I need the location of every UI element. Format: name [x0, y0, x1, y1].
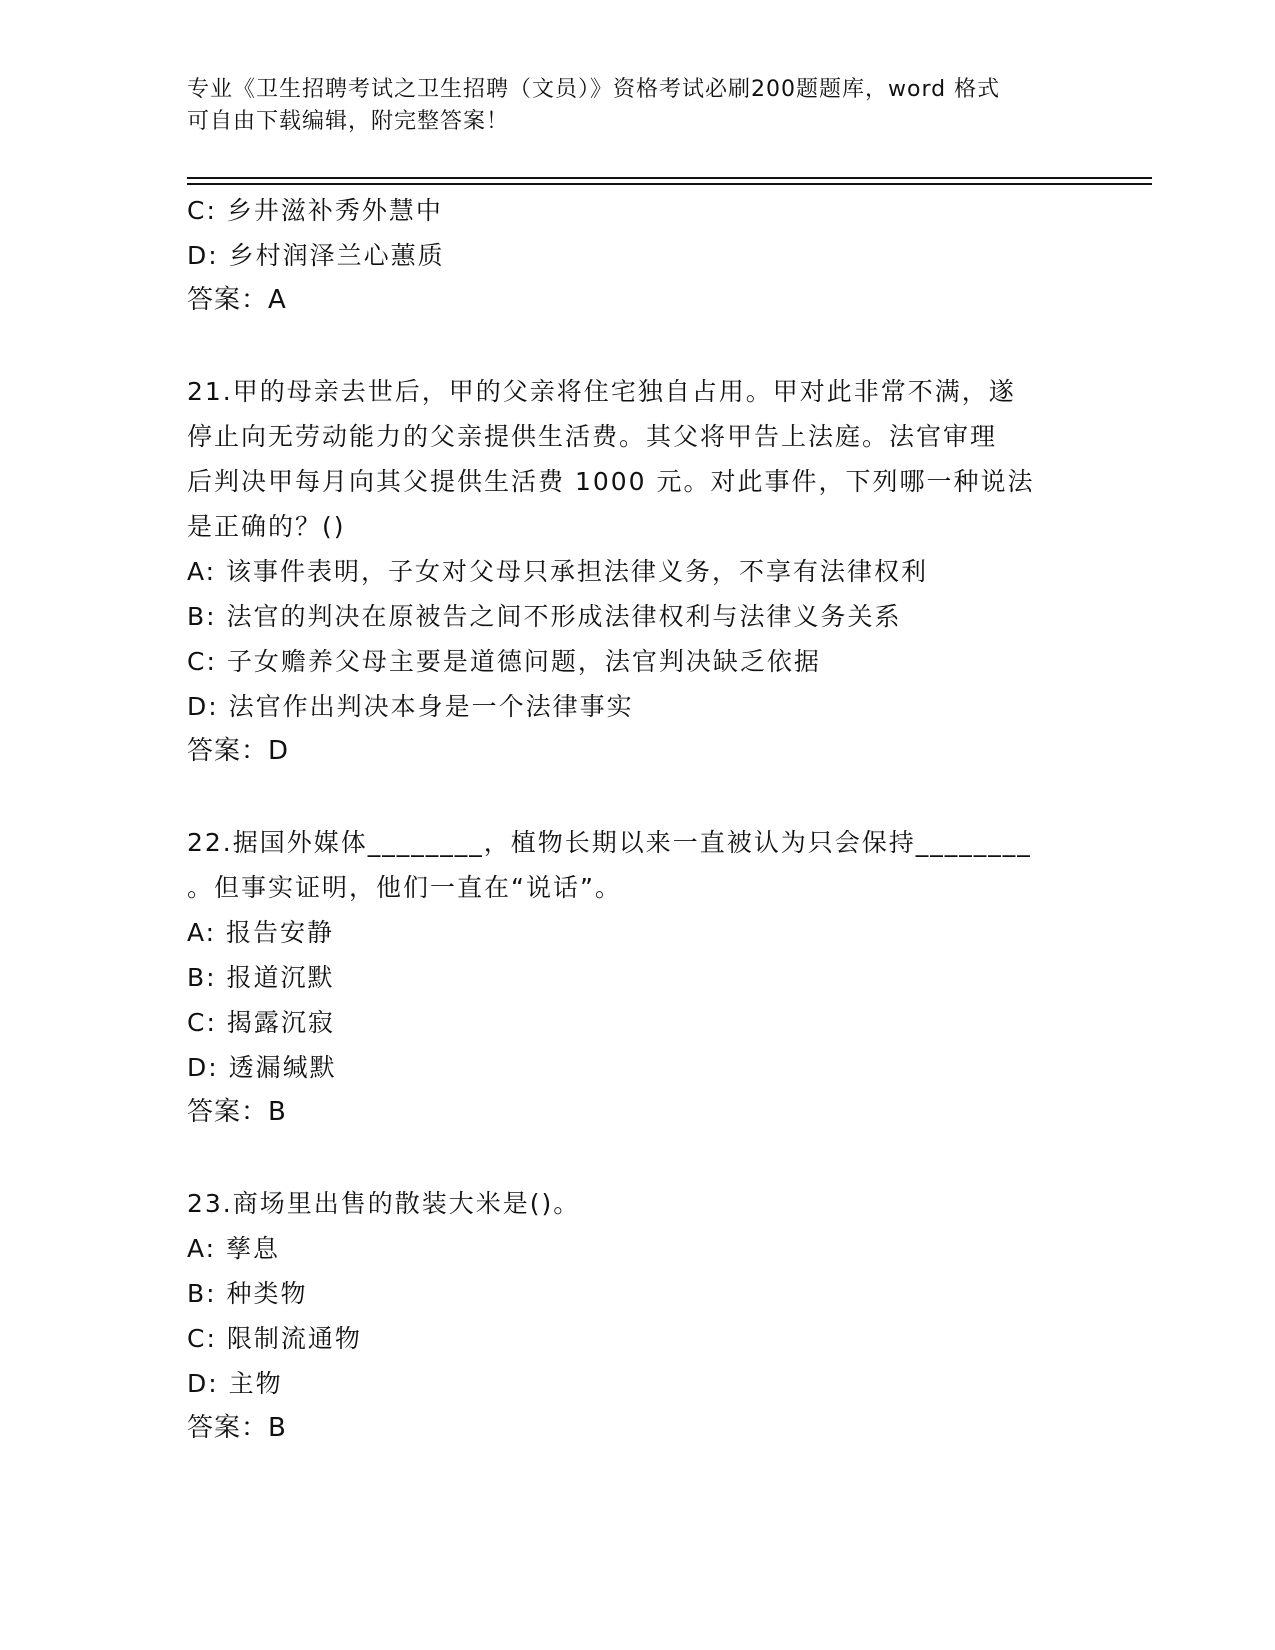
answer-line: 答案：D: [187, 736, 290, 766]
answer-line: 答案：B: [187, 1413, 287, 1443]
option-d: D: 乡村润泽兰心蕙质: [187, 241, 445, 270]
question-22-line-1: 22.据国外媒体________，植物长期以来一直被认为只会保持________: [187, 828, 1032, 857]
question-21-line-3: 后判决甲每月向其父提供生活费 1000 元。对此事件，下列哪一种说法: [187, 467, 1035, 496]
option-c: C: 揭露沉寂: [187, 1008, 335, 1037]
question-23: [187, 1181, 1087, 1451]
question-22: [187, 820, 1087, 1135]
option-d: D: 法官作出判决本身是一个法律事实: [187, 692, 634, 721]
option-b: B: 报道沉默: [187, 963, 335, 992]
header-line-2: 可自由下载编辑，附完整答案！: [187, 109, 510, 134]
option-c: C: 乡井滋补秀外慧中: [187, 196, 443, 225]
option-c: C: 限制流通物: [187, 1324, 362, 1353]
question-23-line-1: 23.商场里出售的散装大米是()。: [187, 1189, 581, 1218]
option-a: A: 孳息: [187, 1234, 281, 1263]
header-line-1: 专业《卫生招聘考试之卫生招聘（文员）》资格考试必刷200题题库，word 格式: [187, 77, 1001, 102]
option-d: D: 透漏缄默: [187, 1053, 337, 1082]
option-a: A: 该事件表明，子女对父母只承担法律义务，不享有法律权利: [187, 557, 929, 586]
answer-line: 答案：A: [187, 285, 287, 315]
header-rule-top: [187, 177, 1152, 179]
question-21-line-4: 是正确的？(): [187, 512, 346, 541]
question-gap: [187, 323, 1087, 369]
question-21-line-1: 21.甲的母亲去世后，甲的父亲将住宅独自占用。甲对此非常不满，遂: [187, 377, 1016, 406]
option-b: B: 法官的判决在原被告之间不形成法律权利与法律义务关系: [187, 602, 902, 631]
previous-question-tail: [187, 188, 1087, 323]
option-a: A: 报告安静: [187, 918, 335, 947]
question-gap: [187, 774, 1087, 820]
header-rule-bottom: [187, 183, 1152, 185]
question-content: [187, 188, 1087, 1451]
question-22-line-2: 。但事实证明，他们一直在“说话”。: [187, 873, 622, 902]
document-header: [187, 74, 1087, 138]
question-21-line-2: 停止向无劳动能力的父亲提供生活费。其父将甲告上法庭。法官审理: [187, 422, 998, 451]
answer-line: 答案：B: [187, 1097, 287, 1127]
option-d: D: 主物: [187, 1369, 283, 1398]
option-b: B: 种类物: [187, 1279, 308, 1308]
question-gap: [187, 1135, 1087, 1181]
option-c: C: 子女赡养父母主要是道德问题，法官判决缺乏依据: [187, 647, 821, 676]
question-21: [187, 369, 1087, 774]
